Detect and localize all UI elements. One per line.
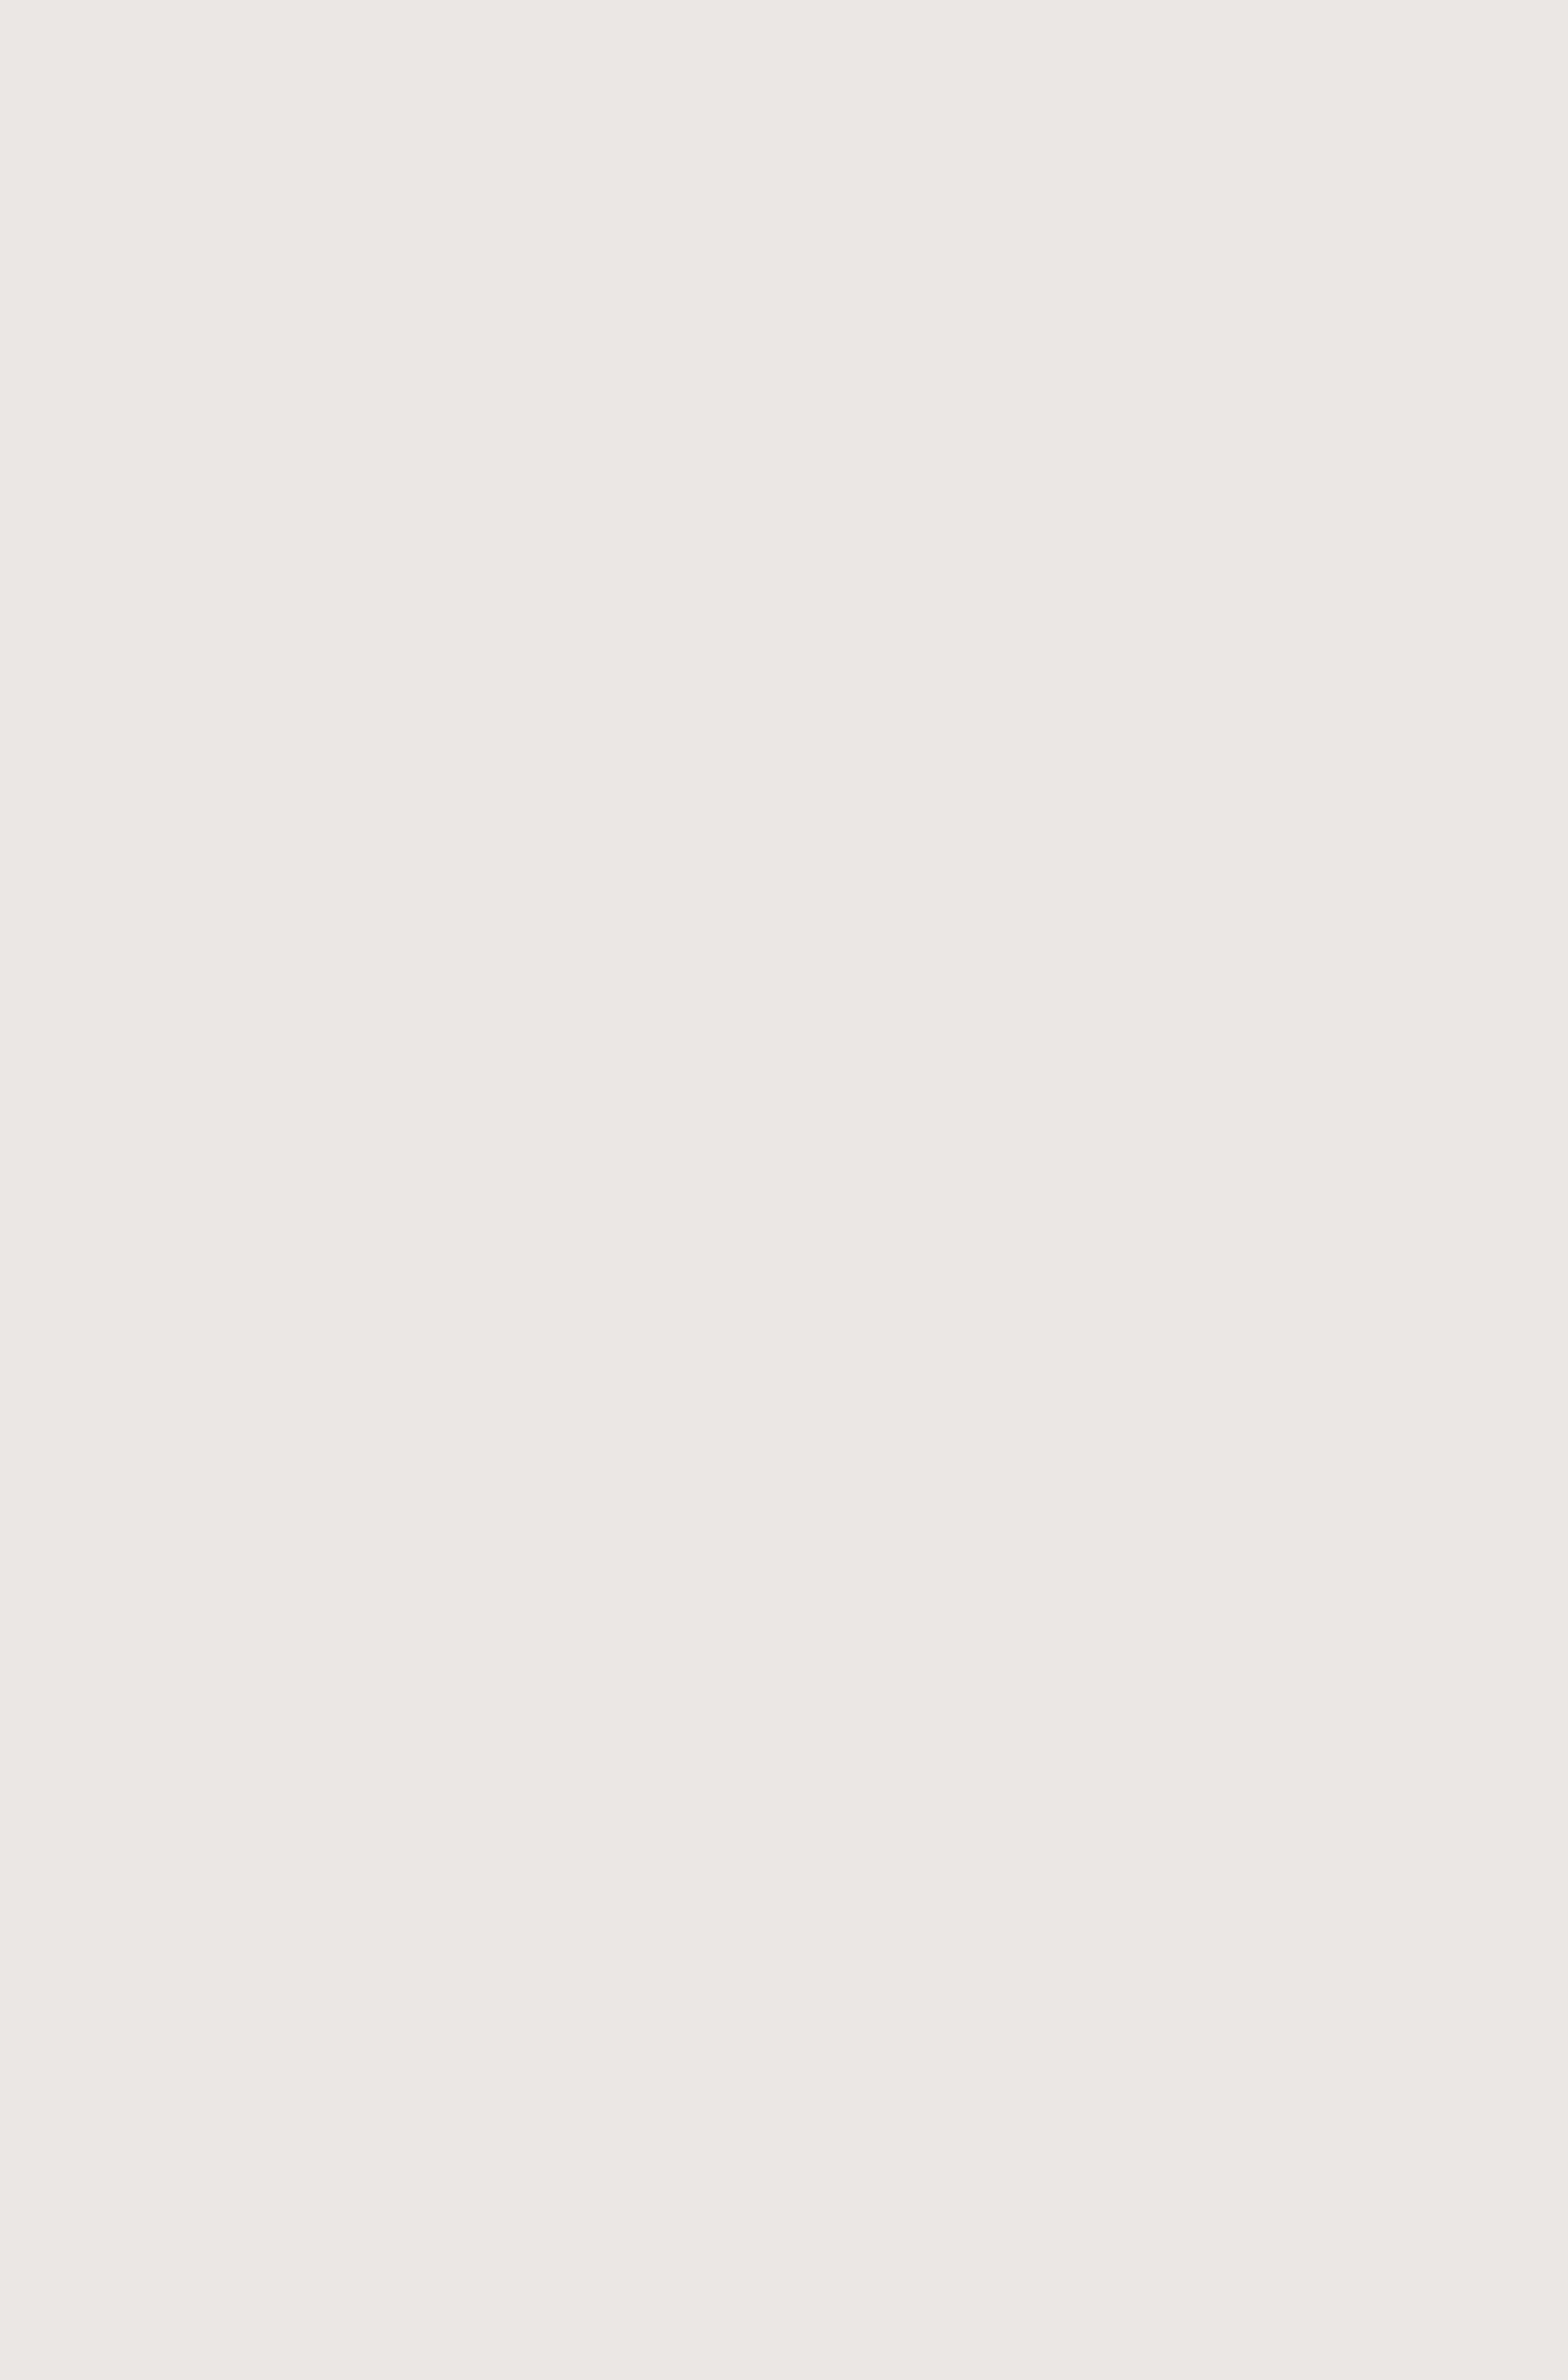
expenditure-table bbox=[155, 286, 1391, 1129]
running-header bbox=[98, 139, 1449, 175]
